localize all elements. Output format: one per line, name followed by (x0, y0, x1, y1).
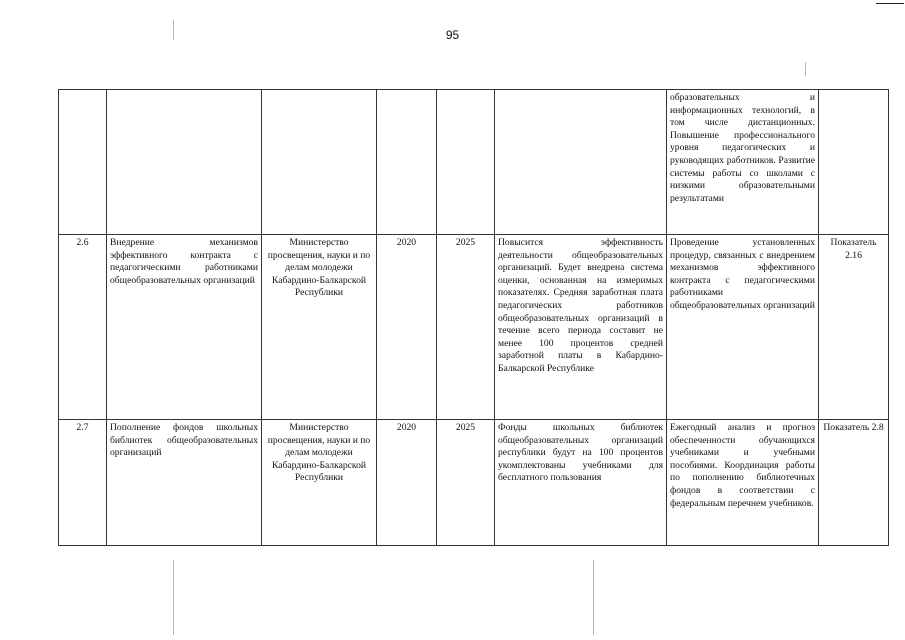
table-row (59, 420, 889, 546)
cell-end (437, 90, 495, 235)
program-table (58, 89, 889, 546)
cell-measures: образовательных и информационных технологий, в том числе дистанционных. Повышение профессионального уровня педагогических и руководящих работников. Развитие системы работы со школами с низкими образовательными результатами (667, 90, 819, 235)
cell-executor: Министерство просвещения, науки и по делам молодежи Кабардино-Балкарской Республики (262, 235, 377, 420)
cell-indicator: Показатель 2.16 (819, 235, 889, 420)
cell-result: Повысится эффективность деятельности общеобразовательных организаций. Будет внедрена система оценки, основанная на измеримых показателях. Средняя заработная плата педагогических работников общеобразовательных организаций в течение всего периода составит не менее 100 процентов средней заработной платы в Кабардино-Балкарской Республике (495, 235, 667, 420)
table-row-continuation (59, 90, 889, 235)
cell-executor: Министерство просвещения, науки и по делам молодежи Кабардино-Балкарской Республики (262, 420, 377, 546)
cell-title (107, 90, 262, 235)
cell-measures: Проведение установленных процедур, связанных с внедрением механизмов эффективного контракта с педагогическими работниками общеобразовательных организаций (667, 235, 819, 420)
header-rule (876, 3, 904, 4)
cell-title: Внедрение механизмов эффективного контракта с педагогическими работниками общеобразовательных организаций (107, 235, 262, 420)
table-row (59, 235, 889, 420)
scan-artifact-line (593, 560, 594, 635)
cell-title: Пополнение фондов школьных библиотек общеобразовательных организаций (107, 420, 262, 546)
cell-end: 2025 (437, 235, 495, 420)
cell-start: 2020 (377, 235, 437, 420)
cell-executor (262, 90, 377, 235)
cell-num: 2.7 (59, 420, 107, 546)
cell-measures: Ежегодный анализ и прогноз обеспеченности обучающихся учебниками и учебными пособиями. Координация работы по пополнению библиотечных фондов в соответствии с федеральным перечнем учебников. (667, 420, 819, 546)
scan-artifact-line (173, 560, 174, 635)
cell-num (59, 90, 107, 235)
cell-result (495, 90, 667, 235)
cell-indicator (819, 90, 889, 235)
cell-end: 2025 (437, 420, 495, 546)
cell-num: 2.6 (59, 235, 107, 420)
cell-result: Фонды школьных библиотек общеобразовательных организаций республики будут на 100 процентов укомплектованы учебниками для бесплатного пользования (495, 420, 667, 546)
page-number: 95 (445, 28, 460, 42)
scan-artifact-line (805, 62, 806, 76)
cell-indicator: Показатель 2.8 (819, 420, 889, 546)
cell-start (377, 90, 437, 235)
scan-artifact-line (173, 20, 174, 40)
cell-start: 2020 (377, 420, 437, 546)
